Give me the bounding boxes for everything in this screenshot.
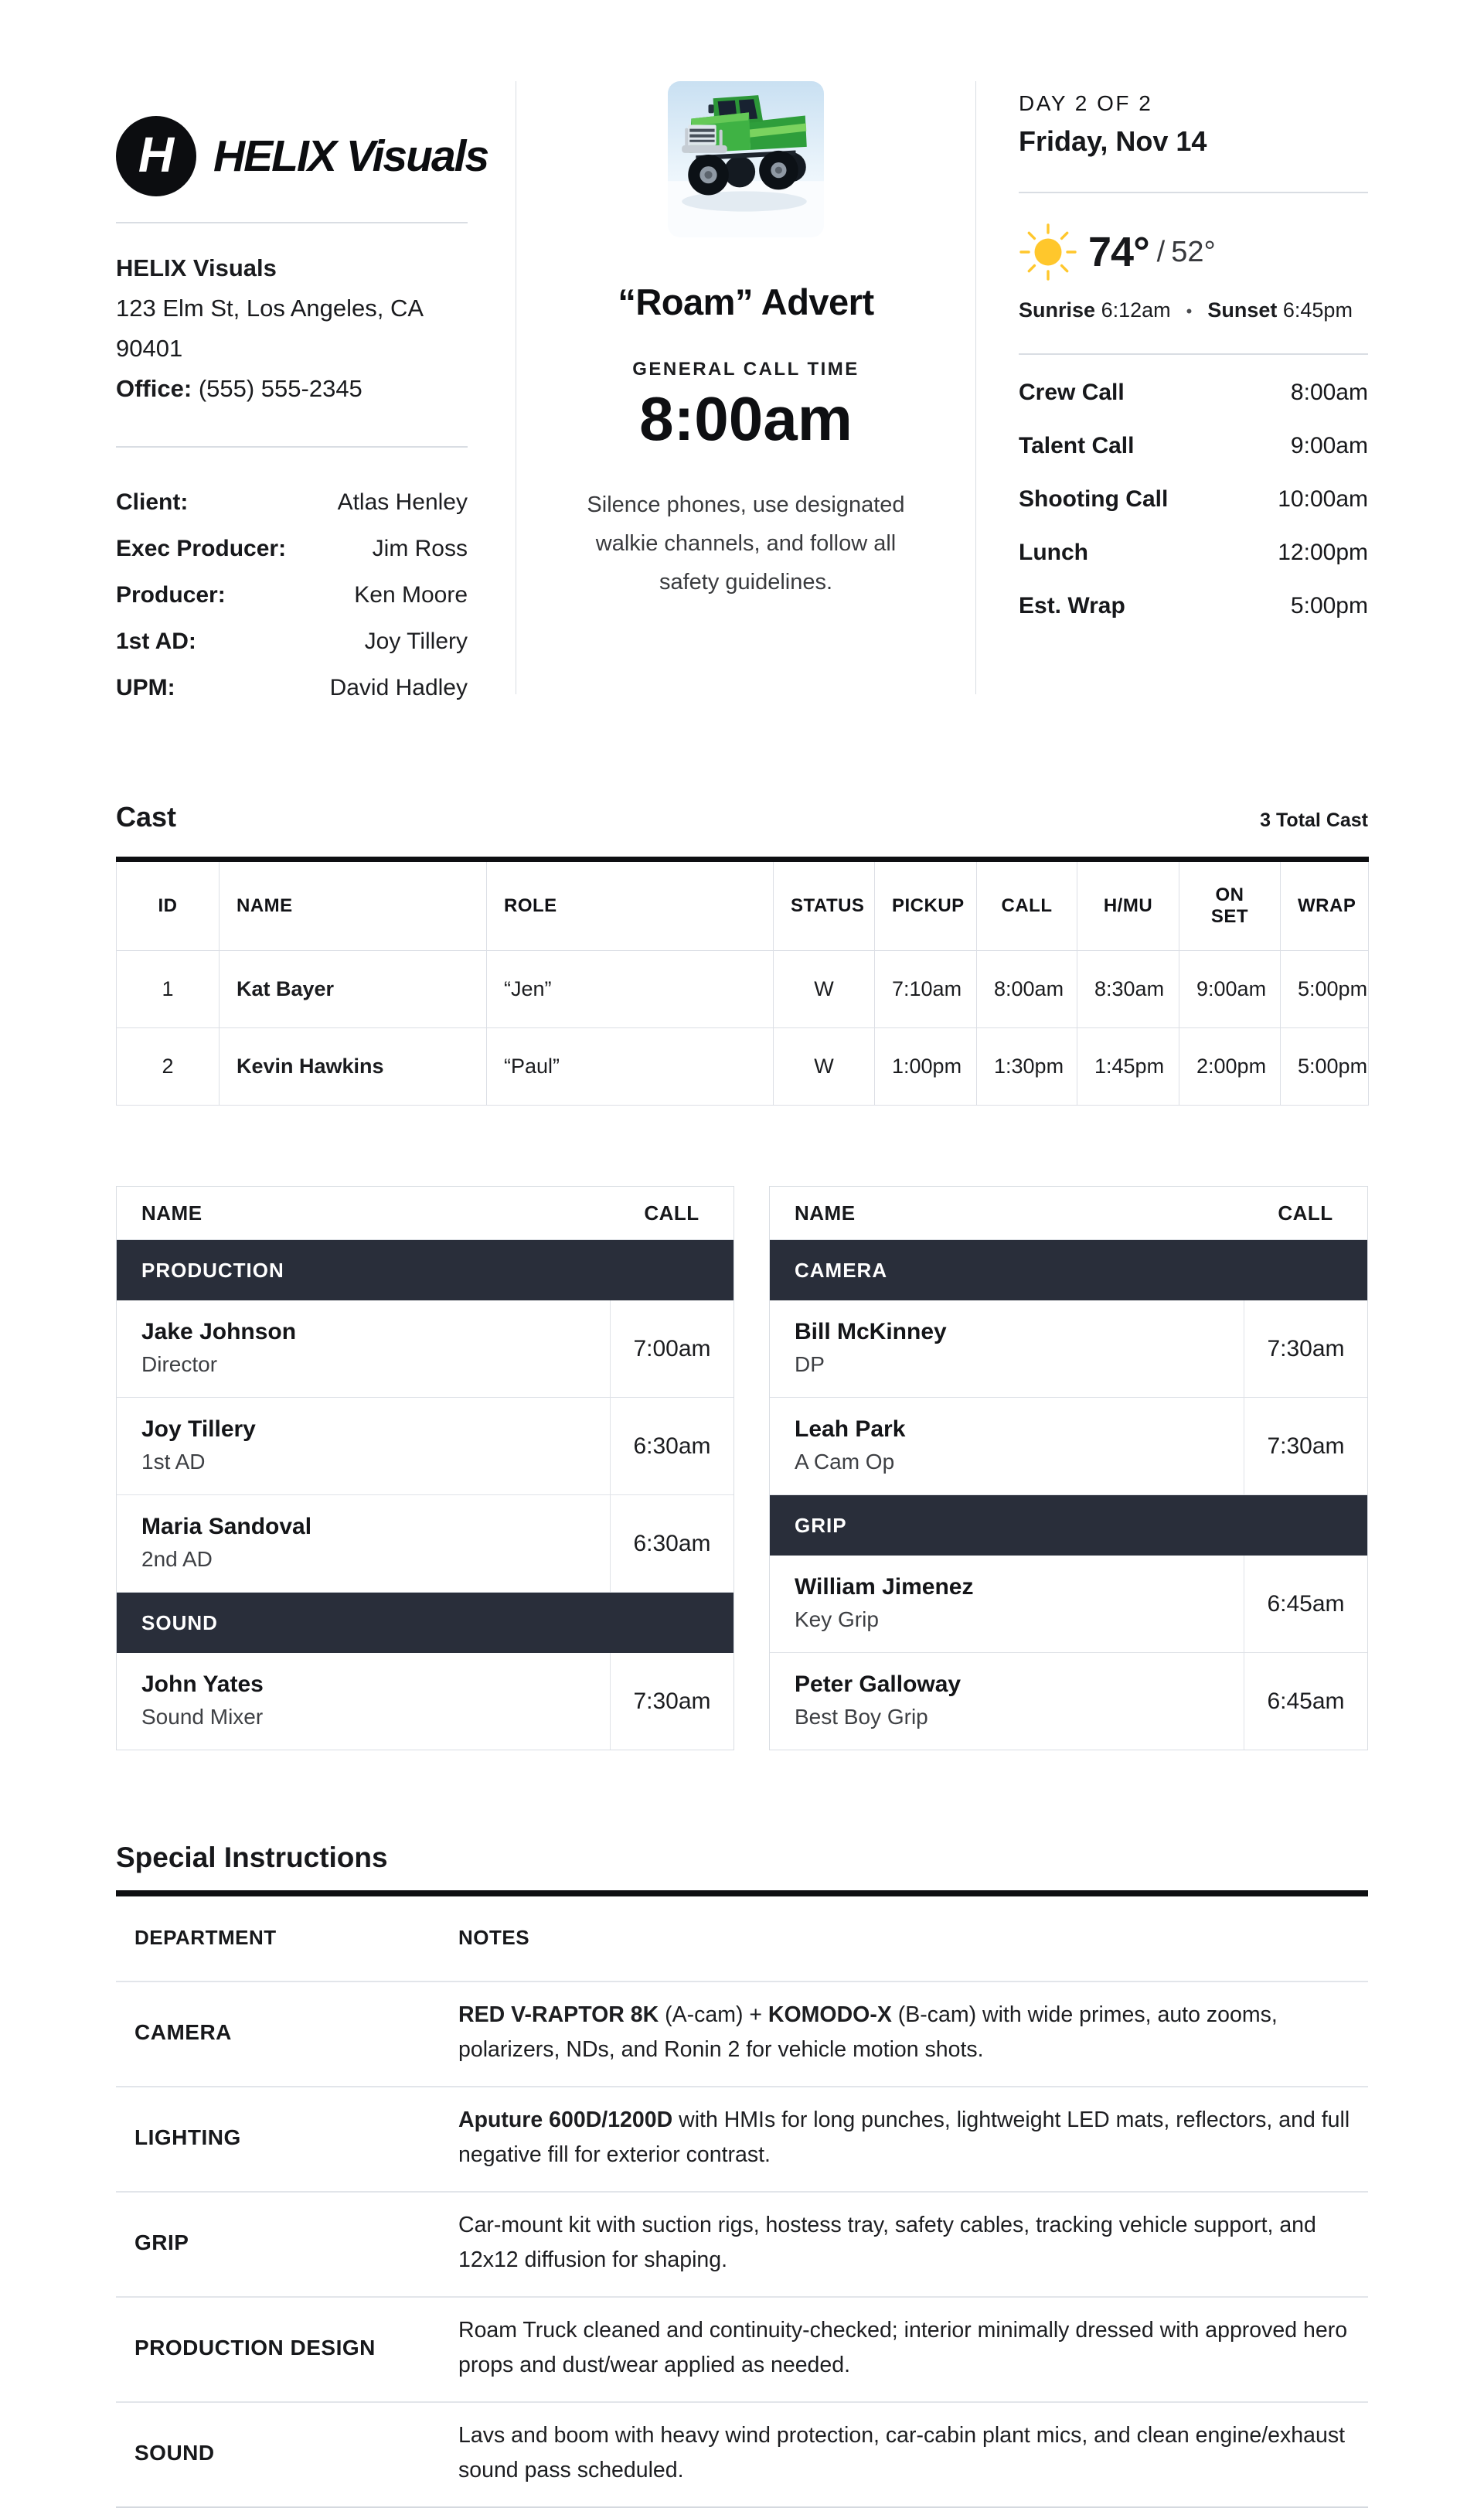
special-instructions-rows — [116, 1981, 1368, 2506]
instruction-department: CAMERA — [134, 2020, 232, 2044]
department-column-header: DEPARTMENT — [134, 1926, 277, 1949]
crew-member-role: Best Boy Grip — [795, 1705, 928, 1729]
logo-wordmark: HELIX Visuals — [213, 131, 488, 181]
cast-column-header: H/MU — [1077, 860, 1179, 951]
cast-role: “Paul” — [487, 1028, 774, 1106]
cast-onset: 2:00pm — [1179, 1028, 1281, 1106]
safety-note — [537, 486, 955, 601]
safety-note-line: safety guidelines. — [659, 570, 833, 595]
department-band-label: PRODUCTION — [141, 1258, 284, 1282]
cast-column-header: WRAP — [1281, 860, 1369, 951]
contact-row — [116, 629, 468, 655]
contact-label: Client: — [116, 489, 189, 515]
schedule-time: 5:00pm — [1290, 593, 1368, 618]
contact-row — [116, 675, 468, 701]
special-instruction-row — [116, 2296, 1368, 2401]
schedule-row — [1019, 472, 1368, 526]
crew-member-call-time: 6:45am — [1244, 1653, 1367, 1750]
schedule-time: 9:00am — [1290, 433, 1368, 458]
company-name: HELIX Visuals — [116, 254, 277, 281]
company-address: 123 Elm St, Los Angeles, CA 90401 — [116, 295, 423, 362]
call-column-header: CALL — [1278, 1201, 1333, 1225]
shoot-date: Friday, Nov 14 — [1019, 125, 1207, 157]
instruction-department: LIGHTING — [134, 2125, 241, 2149]
office-label: Office: — [116, 375, 192, 402]
crew-member-call-time: 6:45am — [1244, 1556, 1367, 1652]
crew-member-role: 2nd AD — [141, 1547, 213, 1571]
crew-rows-right — [770, 1240, 1367, 1750]
temp-separator: / — [1156, 235, 1166, 268]
cast-table-body — [117, 951, 1369, 1106]
name-column-header: NAME — [795, 1201, 856, 1225]
crew-member-name: John Yates — [141, 1671, 264, 1697]
crew-member-name: Jake Johnson — [141, 1319, 297, 1344]
weather — [1019, 223, 1368, 281]
cast-table — [116, 857, 1369, 1106]
cast-column-header: NAME — [220, 860, 487, 951]
cast-title: Cast — [116, 801, 177, 833]
instruction-department: PRODUCTION DESIGN — [134, 2336, 376, 2360]
crew-table-left — [116, 1186, 734, 1750]
contact-row — [116, 582, 468, 608]
contact-value: Ken Moore — [354, 582, 468, 608]
temp-high: 74° — [1088, 229, 1149, 275]
contact-label: Producer: — [116, 582, 226, 608]
truck-illustration — [668, 81, 824, 237]
crew-member-row — [117, 1653, 733, 1750]
crew-member-role: DP — [795, 1352, 825, 1376]
department-band-label: SOUND — [141, 1610, 218, 1634]
key-contacts-list — [116, 489, 468, 701]
instruction-department: SOUND — [134, 2441, 215, 2465]
instruction-notes: Lavs and boom with heavy wind protection, car-cabin plant mics, and clean engine/exhaust sound pass scheduled. — [458, 2423, 1345, 2482]
crew-table-right — [769, 1186, 1368, 1750]
crew-member-info — [770, 1556, 1244, 1652]
crew-member-role: 1st AD — [141, 1450, 206, 1474]
sunset-label: Sunset — [1207, 298, 1278, 322]
divider — [116, 446, 468, 448]
instruction-notes: Roam Truck cleaned and continuity-checked; interior minimally dressed with approved hero props and dust/wear applied as needed. — [458, 2318, 1348, 2377]
cast-hmu: 8:30am — [1077, 951, 1179, 1028]
cast-column-header: ON SET — [1179, 860, 1281, 951]
crew-member-info — [770, 1653, 1244, 1750]
cast-onset: 9:00am — [1179, 951, 1281, 1028]
instruction-notes: Aputure 600D/1200D with HMIs for long punches, lightweight LED mats, reflectors, and full negative fill for exterior contrast. — [458, 2108, 1350, 2167]
temp-low: 52° — [1171, 235, 1216, 268]
cast-table-row — [117, 951, 1369, 1028]
call-sheet-page — [116, 0, 1368, 2508]
special-instructions-section — [116, 1842, 1368, 2508]
sunrise-time: 6:12am — [1101, 298, 1171, 322]
crew-member-row — [770, 1398, 1367, 1495]
crew-member-name: Peter Galloway — [795, 1671, 962, 1697]
schedule-row — [1019, 366, 1368, 419]
crew-member-role: A Cam Op — [795, 1450, 895, 1474]
crew-member-name: Maria Sandoval — [141, 1514, 312, 1539]
company-office — [116, 369, 468, 409]
truck-photo — [668, 81, 824, 237]
crew-member-row — [117, 1495, 733, 1593]
department-band — [117, 1593, 733, 1653]
cast-total-badge: 3 Total Cast — [1260, 809, 1368, 831]
crew-member-call-time: 7:30am — [1244, 1300, 1367, 1397]
special-instructions-header-row — [116, 1896, 1368, 1981]
schedule-row — [1019, 419, 1368, 472]
schedule-row — [1019, 579, 1368, 632]
cast-status: W — [774, 951, 875, 1028]
crew-member-info — [117, 1495, 610, 1592]
contact-row — [116, 489, 468, 516]
call-column-header: CALL — [644, 1201, 699, 1225]
contact-value: Atlas Henley — [337, 489, 468, 515]
crew-member-role: Key Grip — [795, 1607, 879, 1631]
crew-member-info — [117, 1398, 610, 1494]
contact-value: Joy Tillery — [364, 629, 468, 654]
cast-column-header: STATUS — [774, 860, 875, 951]
header — [116, 77, 1368, 721]
crew-member-call-time: 6:30am — [610, 1495, 733, 1592]
crew-member-info — [117, 1653, 610, 1750]
sunrise-sunset — [1019, 298, 1368, 322]
crew-table-header — [770, 1187, 1367, 1240]
cast-status: W — [774, 1028, 875, 1106]
crew-member-info — [117, 1300, 610, 1397]
crew-member-role: Sound Mixer — [141, 1705, 264, 1729]
cast-name: Kevin Hawkins — [220, 1028, 487, 1106]
cast-column-header: CALL — [977, 860, 1077, 951]
office-phone: (555) 555-2345 — [198, 375, 362, 402]
cast-role: “Jen” — [487, 951, 774, 1028]
crew-rows-left — [117, 1240, 733, 1750]
department-band — [117, 1240, 733, 1300]
schedule-label: Est. Wrap — [1019, 593, 1125, 618]
helix-logo-icon — [116, 116, 196, 196]
special-instruction-row — [116, 2191, 1368, 2296]
safety-note-line: Silence phones, use designated — [587, 492, 905, 517]
cast-hmu: 1:45pm — [1077, 1028, 1179, 1106]
day-schedule-list — [1019, 366, 1368, 632]
shoot-day-label: DAY 2 OF 2 — [1019, 91, 1153, 115]
column-divider — [975, 81, 976, 694]
cast-id: 1 — [117, 951, 220, 1028]
crew-member-info — [770, 1398, 1244, 1494]
schedule-label: Crew Call — [1019, 380, 1125, 405]
cast-column-header: ROLE — [487, 860, 774, 951]
schedule-time: 8:00am — [1290, 380, 1368, 405]
schedule-time: 10:00am — [1278, 486, 1368, 512]
special-instructions-table — [116, 1890, 1368, 2508]
crew-member-row — [770, 1300, 1367, 1398]
cast-id: 2 — [117, 1028, 220, 1106]
company-info — [116, 248, 468, 409]
name-column-header: NAME — [141, 1201, 203, 1225]
schedule-label: Lunch — [1019, 540, 1088, 565]
schedule-time: 12:00pm — [1278, 540, 1368, 565]
crew-member-name: Bill McKinney — [795, 1319, 947, 1344]
schedule-label: Shooting Call — [1019, 486, 1169, 512]
sun-icon — [1019, 223, 1077, 281]
header-left-column — [116, 77, 488, 721]
general-call-time-label: GENERAL CALL TIME — [632, 359, 859, 380]
department-band — [770, 1495, 1367, 1556]
cast-pickup: 1:00pm — [875, 1028, 977, 1106]
department-band-label: CAMERA — [795, 1258, 888, 1282]
crew-member-call-time: 6:30am — [610, 1398, 733, 1494]
cast-pickup: 7:10am — [875, 951, 977, 1028]
contact-row — [116, 536, 468, 562]
contact-label: Exec Producer: — [116, 536, 287, 561]
cast-column-header: ID — [117, 860, 220, 951]
crew-member-call-time: 7:30am — [1244, 1398, 1367, 1494]
schedule-label: Talent Call — [1019, 433, 1135, 458]
instruction-notes: RED V-RAPTOR 8K (A-cam) + KOMODO-X (B-cam) with wide primes, auto zooms, polarizers, NDs, and Ronin 2 for vehicle motion shots. — [458, 2002, 1278, 2062]
instruction-department: GRIP — [134, 2230, 189, 2254]
special-instruction-row — [116, 2086, 1368, 2191]
crew-member-call-time: 7:00am — [610, 1300, 733, 1397]
crew-member-row — [117, 1300, 733, 1398]
crew-member-name: Joy Tillery — [141, 1416, 256, 1442]
header-right-column — [1019, 77, 1368, 721]
divider — [1019, 353, 1368, 355]
crew-member-name: William Jimenez — [795, 1574, 974, 1600]
logo-monogram: H — [138, 127, 175, 182]
crew-member-info — [770, 1300, 1244, 1397]
crew-member-role: Director — [141, 1352, 218, 1376]
schedule-row — [1019, 526, 1368, 579]
contact-value: Jim Ross — [372, 536, 468, 561]
crew-section — [116, 1186, 1368, 1750]
sunset-time: 6:45pm — [1282, 298, 1353, 322]
cast-name: Kat Bayer — [220, 951, 487, 1028]
sunrise-label: Sunrise — [1019, 298, 1096, 322]
crew-member-call-time: 7:30am — [610, 1653, 733, 1750]
notes-column-header: NOTES — [458, 1926, 530, 1949]
brand — [116, 116, 488, 196]
divider — [1019, 192, 1368, 193]
department-band — [770, 1240, 1367, 1300]
crew-member-row — [117, 1398, 733, 1495]
crew-member-row — [770, 1653, 1367, 1750]
header-center-column — [537, 77, 955, 721]
special-instruction-row — [116, 1981, 1368, 2086]
cast-table-row — [117, 1028, 1369, 1106]
crew-table-header — [117, 1187, 733, 1240]
cast-section — [116, 801, 1368, 1106]
general-call-time: 8:00am — [639, 384, 853, 453]
cast-table-header-row — [117, 860, 1369, 951]
contact-value: David Hadley — [329, 675, 468, 700]
safety-note-line: walkie channels, and follow all — [595, 531, 897, 556]
crew-member-name: Leah Park — [795, 1416, 906, 1442]
crew-member-row — [770, 1556, 1367, 1653]
cast-call: 8:00am — [977, 951, 1077, 1028]
special-instruction-row — [116, 2401, 1368, 2506]
cast-wrap: 5:00pm — [1281, 951, 1369, 1028]
cast-call: 1:30pm — [977, 1028, 1077, 1106]
cast-column-header: PICKUP — [875, 860, 977, 951]
instruction-notes: Car-mount kit with suction rigs, hostess tray, safety cables, tracking vehicle support, and 12x12 diffusion for shaping. — [458, 2213, 1316, 2272]
contact-label: UPM: — [116, 675, 175, 700]
department-band-label: GRIP — [795, 1513, 847, 1537]
divider — [116, 222, 468, 223]
special-instructions-title: Special Instructions — [116, 1842, 388, 1873]
cast-section-header — [116, 801, 1368, 833]
contact-label: 1st AD: — [116, 629, 196, 654]
dot-separator: • — [1186, 302, 1193, 321]
cast-wrap: 5:00pm — [1281, 1028, 1369, 1106]
project-title: “Roam” Advert — [618, 281, 874, 322]
